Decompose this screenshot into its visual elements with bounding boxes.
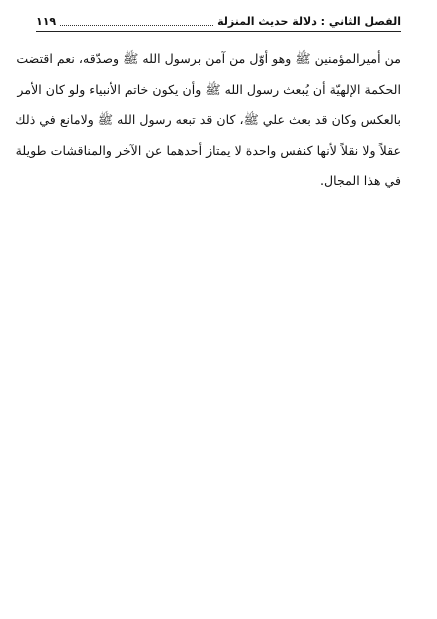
text-line: الحكمة الإلهيّة أن يُبعث رسول الله ﷺ وأن يكون خاتم الأنبياء ولو كان الأمر: [17, 81, 401, 97]
running-header: [36, 11, 401, 29]
text-line: في هذا المجال.: [319, 173, 401, 188]
header-divider: [36, 31, 401, 32]
dotted-leader: [60, 24, 213, 26]
text-line: بالعكس وكان قد بعث علي ﷺ، كان قد تبعه رسول الله ﷺ ولامانع في ذلك: [15, 112, 401, 127]
text-line: عقلاً ولا نقلاً لأنها كنفس واحدة لا يمتاز أحدهما عن الآخر والمناقشات طويلة: [15, 142, 401, 158]
page-number: ١١٩: [36, 15, 57, 28]
body-paragraph: [15, 44, 401, 197]
chapter-title: الفصل الثاني : دلالة حديث المنزلة: [217, 15, 401, 28]
text-line: من أميرالمؤمنين ﷺ وهو أوّل من آمن برسول الله ﷺ وصدّقه، نعم اقتضت: [16, 51, 401, 66]
